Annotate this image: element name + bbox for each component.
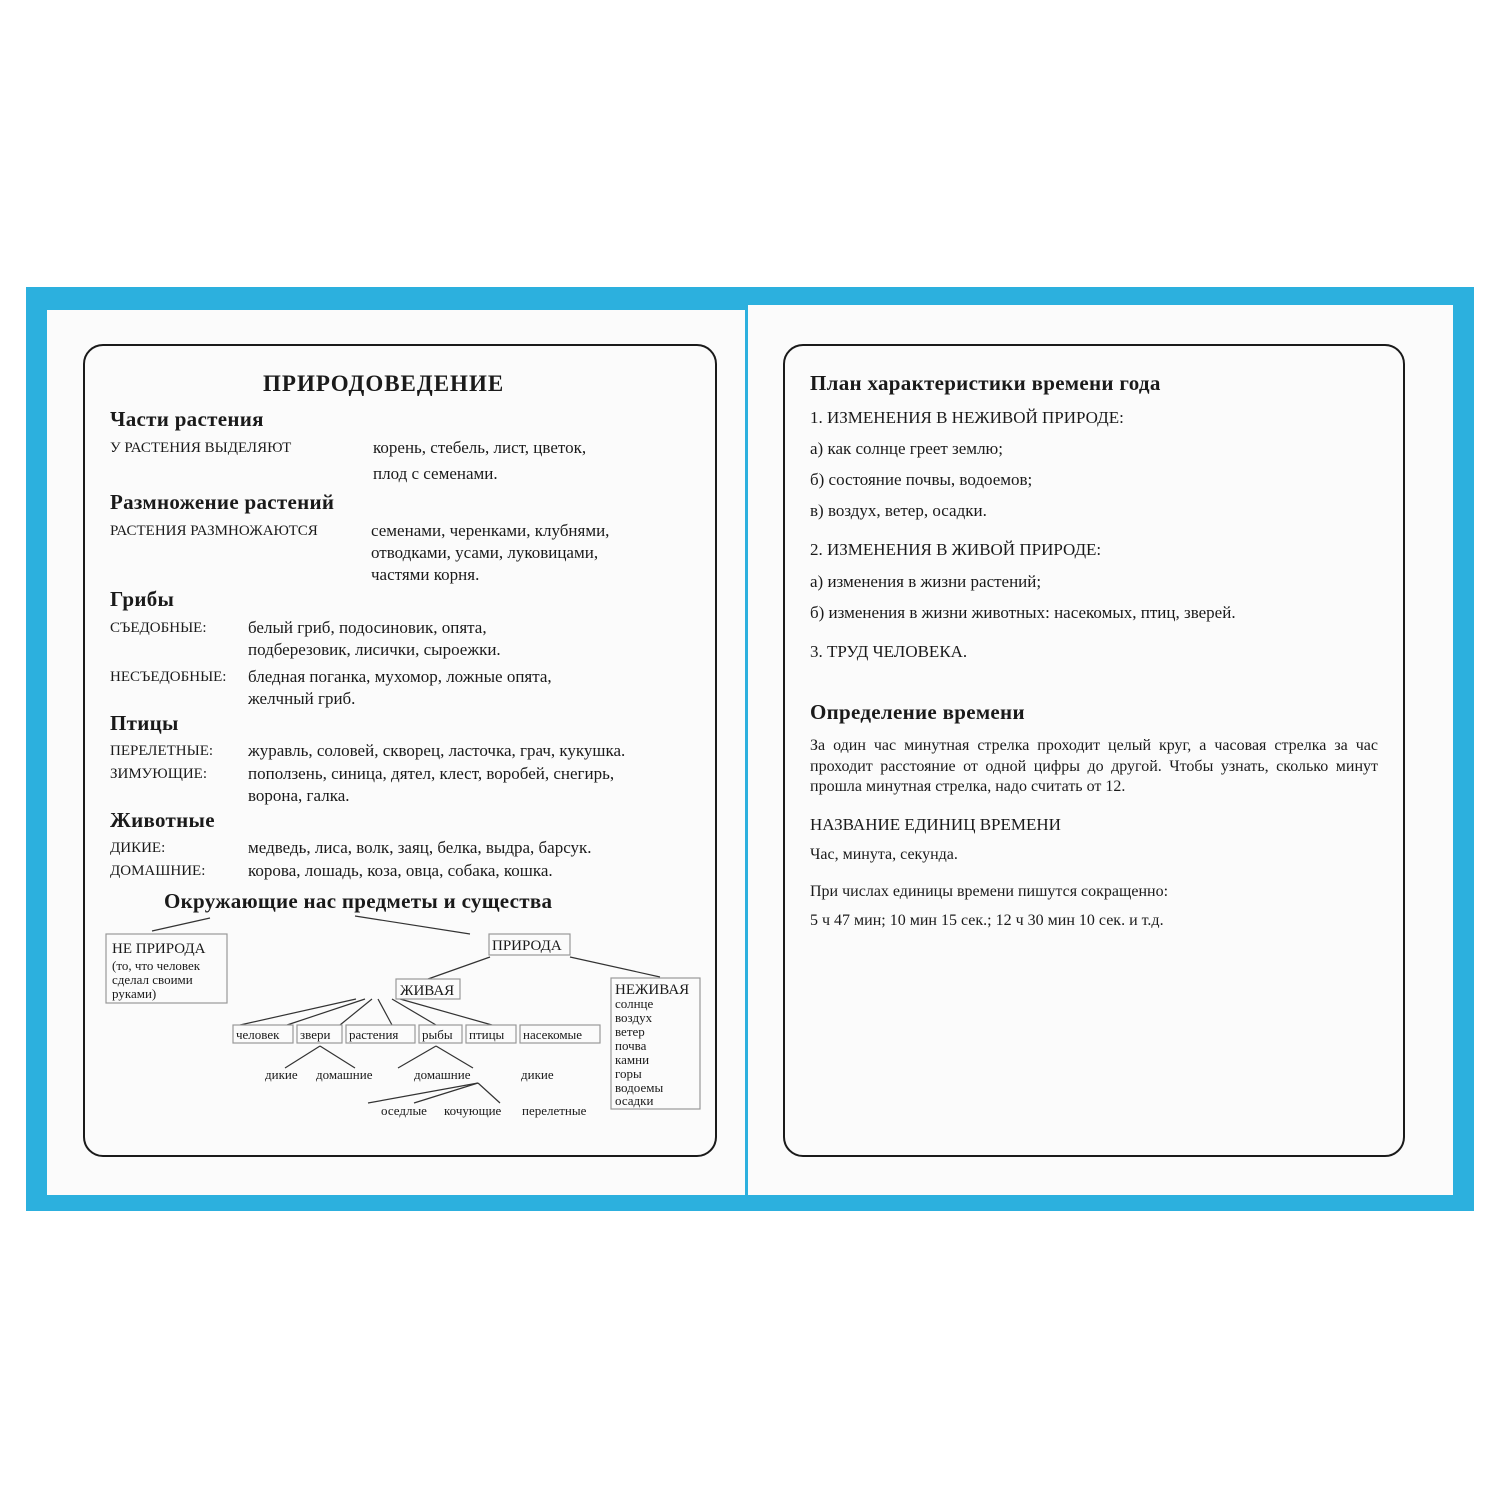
beasts-wild: дикие (265, 1067, 298, 1082)
heading-birds: Птицы (110, 711, 179, 735)
abbr-title: При числах единицы времени пишутся сокращенно: (810, 883, 1169, 900)
text: отводками, усами, луковицами, (371, 543, 599, 562)
living-item: птицы (469, 1027, 505, 1042)
plan-item: а) как солнце греет землю; (810, 439, 1003, 458)
living-label: ЖИВАЯ (400, 983, 455, 999)
abbr-example: 5 ч 47 мин; 10 мин 15 сек.; 12 ч 30 мин 10 сек. и т.д. (810, 912, 1164, 929)
text: поползень, синица, дятел, клест, воробей, снегирь, (248, 764, 615, 783)
nonliving-item: воздух (615, 1010, 653, 1025)
nonliving-item: водоемы (615, 1080, 664, 1095)
nonliving-item: камни (615, 1052, 650, 1067)
plan-item: 2. ИЗМЕНЕНИЯ В ЖИВОЙ ПРИРОДЕ: (810, 540, 1102, 559)
nonliving-item: горы (615, 1066, 642, 1081)
living-item: человек (236, 1027, 280, 1042)
time-paragraph: За один час минутная стрелка проходит целый круг, а часовая стрелка за час проходит расстояние от одной цифры до другой. Чтобы узнать, сколько минут прошла минутная стрелка, надо считать от 12. (810, 737, 1378, 795)
text: медведь, лиса, волк, заяц, белка, выдра, барсук. (248, 838, 592, 857)
living-item: растения (349, 1027, 399, 1042)
text: подберезовик, лисички, сыроежки. (248, 640, 501, 659)
plan-item: 3. ТРУД ЧЕЛОВЕКА. (810, 642, 968, 661)
heading-mushrooms: Грибы (110, 587, 175, 611)
text: ворона, галка. (248, 786, 350, 805)
not-nature-note: руками) (112, 986, 157, 1001)
plan-item: б) состояние почвы, водоемов; (810, 470, 1033, 489)
label: ДИКИЕ: (110, 840, 166, 856)
text: плод с семенами. (373, 464, 498, 483)
units-title: НАЗВАНИЕ ЕДИНИЦ ВРЕМЕНИ (810, 815, 1061, 834)
beasts-domestic: домашние (316, 1067, 373, 1082)
text: корень, стебель, лист, цветок, (373, 438, 587, 457)
text: корова, лошадь, коза, овца, собака, кошка. (248, 861, 553, 880)
not-nature-note: сделал своими (112, 972, 193, 987)
not-nature-note: (то, что человек (112, 958, 201, 973)
label: НЕСЪЕДОБНЫЕ: (110, 669, 227, 685)
text: семенами, черенками, клубнями, (371, 521, 610, 540)
plan-item: 1. ИЗМЕНЕНИЯ В НЕЖИВОЙ ПРИРОДЕ: (810, 408, 1124, 427)
label: У РАСТЕНИЯ ВЫДЕЛЯЮТ (110, 440, 292, 456)
birds-wild: дикие (521, 1067, 554, 1082)
label: РАСТЕНИЯ РАЗМНОЖАЮТСЯ (110, 523, 318, 539)
plan-item: а) изменения в жизни растений; (810, 572, 1042, 591)
plan-item: в) воздух, ветер, осадки. (810, 501, 987, 520)
text: желчный гриб. (248, 689, 356, 708)
plan-item: б) изменения в жизни животных: насекомых, птиц, зверей. (810, 603, 1236, 622)
wild-birds-nomadic: кочующие (444, 1103, 502, 1118)
text: журавль, соловей, скворец, ласточка, грач, кукушка. (248, 741, 626, 760)
nonliving-label: НЕЖИВАЯ (615, 982, 690, 998)
label: ДОМАШНИЕ: (110, 863, 206, 879)
wild-birds-sedentary: оседлые (381, 1103, 427, 1118)
heading-surroundings: Окружающие нас предметы и существа (164, 889, 553, 913)
diagram-lines (152, 916, 660, 1103)
heading-time: Определение времени (810, 700, 1025, 724)
heading-plant-reproduction: Размножение растений (110, 490, 335, 514)
label: СЪЕДОБНЫЕ: (110, 620, 207, 636)
nonliving-item: солнце (615, 996, 654, 1011)
wild-birds-migratory: перелетные (522, 1103, 587, 1118)
text: частями корня. (371, 565, 480, 584)
nonliving-item: почва (615, 1038, 647, 1053)
label: ЗИМУЮЩИЕ: (110, 766, 208, 782)
heading-animals: Животные (110, 808, 215, 832)
birds-domestic: домашние (414, 1067, 471, 1082)
not-nature-label: НЕ ПРИРОДА (112, 941, 206, 957)
nonliving-item: осадки (615, 1093, 654, 1108)
text: бледная поганка, мухомор, ложные опята, (248, 667, 552, 686)
heading-plant-parts: Части растения (110, 407, 264, 431)
text: белый гриб, подосиновик, опята, (248, 618, 487, 637)
heading-season-plan: План характеристики времени года (810, 371, 1161, 395)
living-item: звери (300, 1027, 331, 1042)
label: ПЕРЕЛЕТНЫЕ: (110, 743, 214, 759)
units-text: Час, минута, секунда. (810, 846, 958, 863)
living-item: насекомые (523, 1027, 583, 1042)
nonliving-item: ветер (615, 1024, 645, 1039)
page-title: ПРИРОДОВЕДЕНИЕ (263, 371, 505, 396)
nature-label: ПРИРОДА (492, 938, 562, 954)
living-item: рыбы (422, 1027, 453, 1042)
